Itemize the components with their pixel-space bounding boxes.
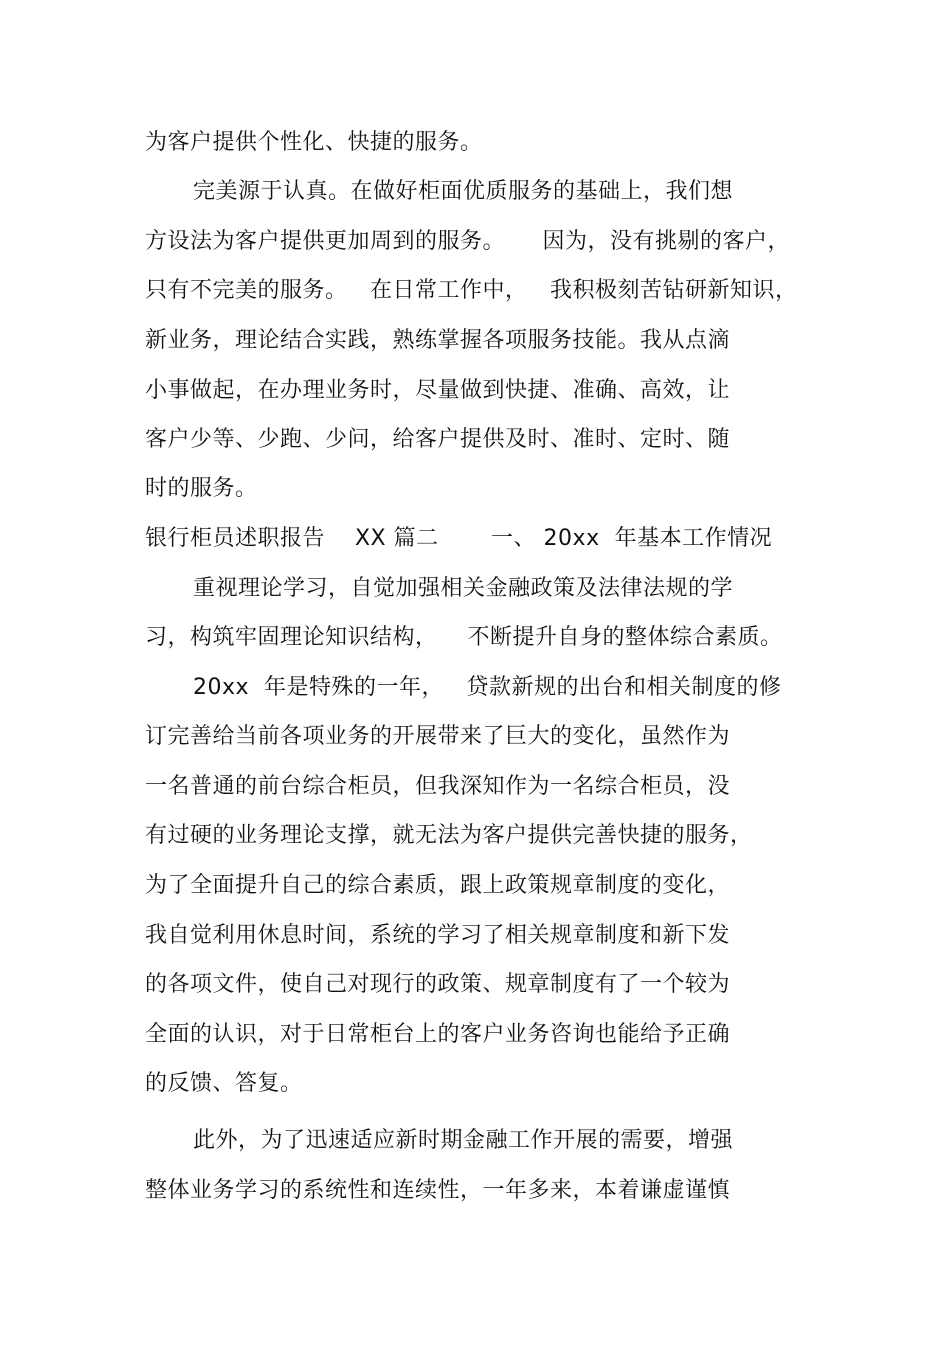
paragraph-start-line: 完美源于认真。在做好柜面优质服务的基础上，我们想 <box>193 179 734 204</box>
text-line: 新业务，理论结合实践，熟练掌握各项服务技能。我从点滴 <box>145 328 731 353</box>
text-line: 客户少等、少跑、少问，给客户提供及时、准时、定时、随 <box>145 427 731 452</box>
text-line: 一名普通的前台综合柜员，但我深知作为一名综合柜员，没 <box>145 774 731 799</box>
paragraph-start-line: 重视理论学习，自觉加强相关金融政策及法律法规的学 <box>193 576 734 601</box>
text-line: 习，构筑牢固理论知识结构， 不断提升自身的整体综合素质。 <box>145 625 783 650</box>
text-line: 为了全面提升自己的综合素质，跟上政策规章制度的变化， <box>145 873 731 898</box>
text-line: 方设法为客户提供更加周到的服务。 因为，没有挑剔的客户， <box>145 229 790 254</box>
text-line: 时的服务。 <box>145 476 258 501</box>
text-line: 只有不完美的服务。 在日常工作中， 我积极刻苦钻研新知识， <box>145 278 798 303</box>
text-line: 整体业务学习的系统性和连续性，一年多来，本着谦虚谨慎 <box>145 1178 731 1203</box>
text-line: 的各项文件，使自己对现行的政策、规章制度有了一个较为 <box>145 972 731 997</box>
text-line: 的反馈、答复。 <box>145 1071 303 1096</box>
paragraph-start-line: 20xx 年是特殊的一年， 贷款新规的出台和相关制度的修 <box>193 675 782 700</box>
text-line: 小事做起，在办理业务时，尽量做到快捷、准确、高效，让 <box>145 378 731 403</box>
text-line: 全面的认识，对于日常柜台上的客户业务咨询也能给予正确 <box>145 1022 731 1047</box>
paragraph-start-line: 此外，为了迅速适应新时期金融工作开展的需要，增强 <box>193 1128 734 1153</box>
section-heading: 银行柜员述职报告 XX 篇二 一、 20xx 年基本工作情况 <box>145 526 773 551</box>
text-line: 订完善给当前各项业务的开展带来了巨大的变化，虽然作为 <box>145 724 731 749</box>
text-line: 我自觉利用休息时间，系统的学习了相关规章制度和新下发 <box>145 923 731 948</box>
text-line: 有过硬的业务理论支撑，就无法为客户提供完善快捷的服务， <box>145 823 753 848</box>
text-line: 为客户提供个性化、快捷的服务。 <box>145 130 483 155</box>
